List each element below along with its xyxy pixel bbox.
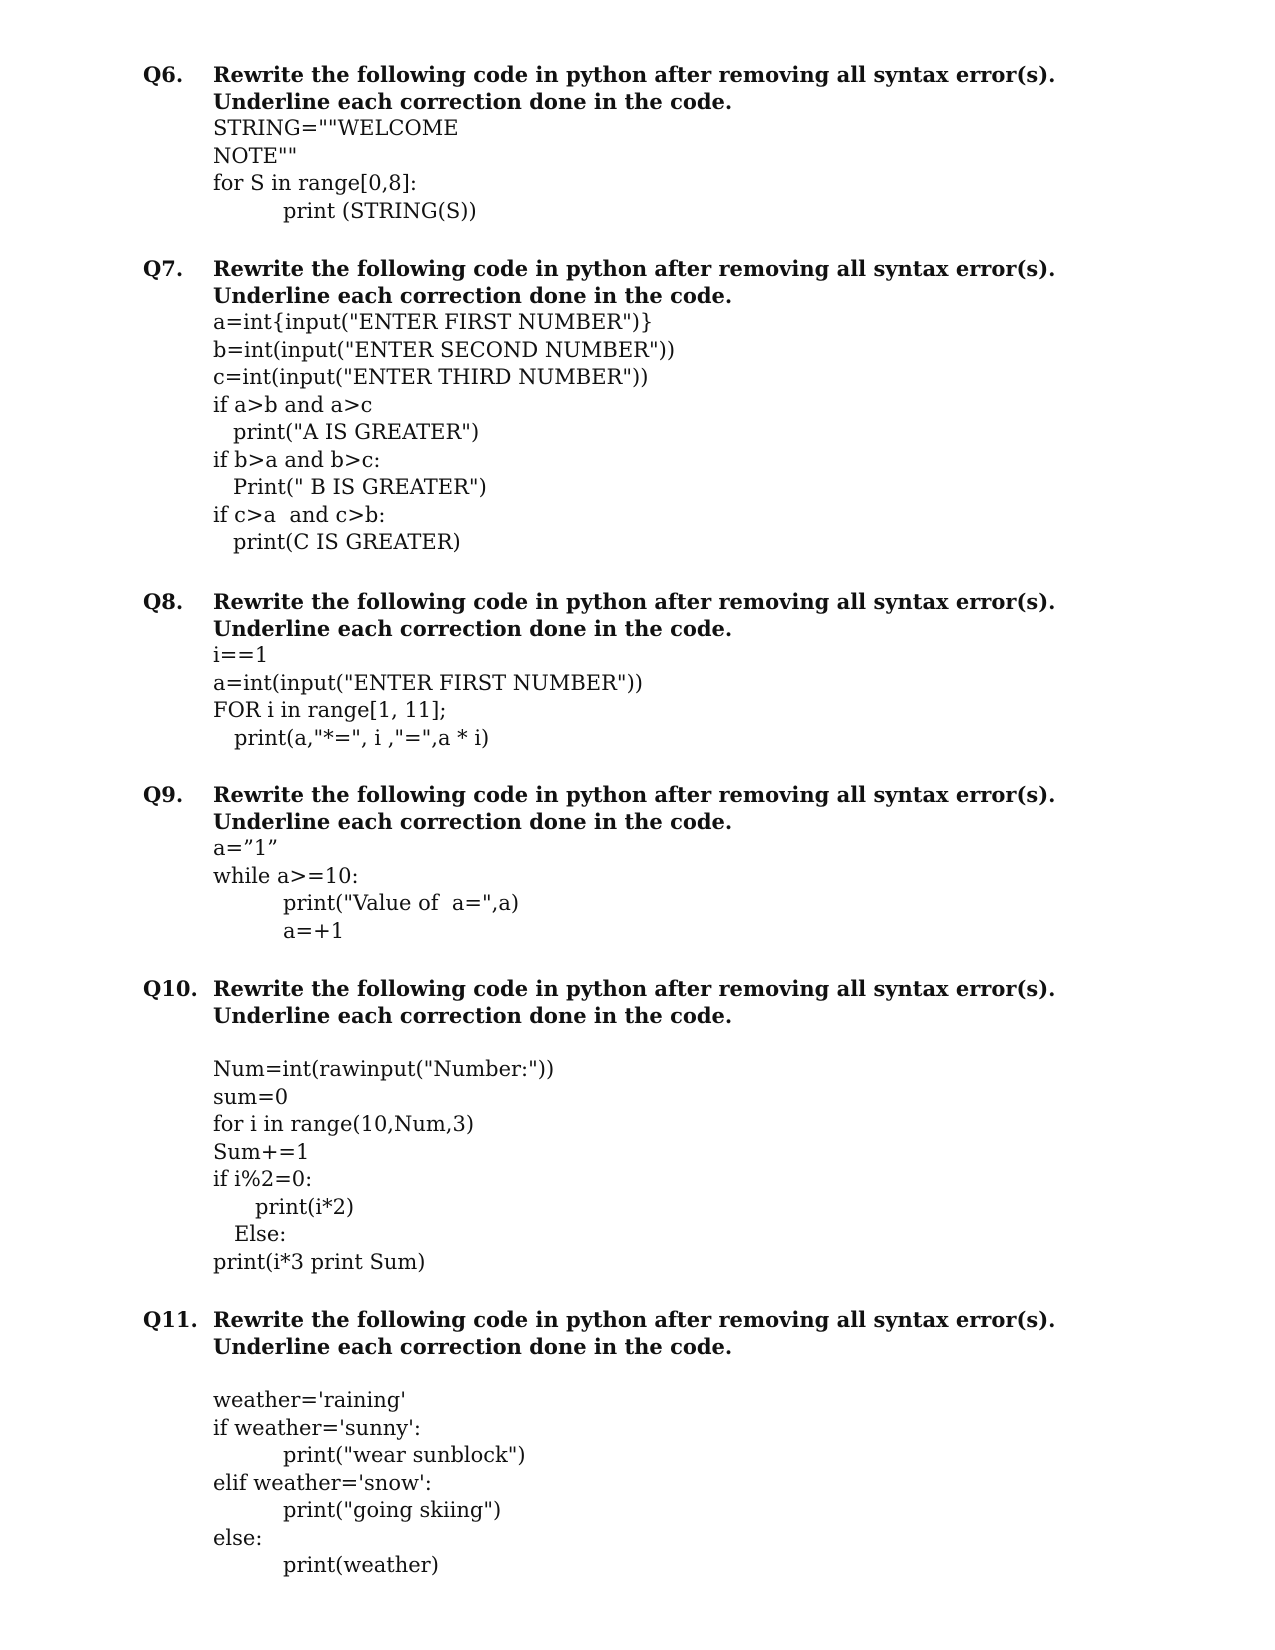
question-instruction: Rewrite the following code in python after removing all syntax error(s). Underline each correction done in the code.	[213, 782, 1056, 834]
code-line: if weather='sunny':	[213, 1415, 421, 1440]
question-body	[213, 61, 1123, 225]
code-line: a=”1”	[213, 836, 278, 860]
code-line: i==1	[213, 643, 269, 667]
question-instruction: Rewrite the following code in python after removing all syntax error(s). Underline each correction done in the code.	[213, 1307, 1056, 1359]
code-line: a=+1	[283, 918, 345, 943]
code-block	[213, 309, 1123, 557]
question-body	[213, 255, 1123, 557]
code-line: else:	[213, 1525, 263, 1550]
code-line: sum=0	[213, 1084, 289, 1109]
question-number: Q10.	[143, 976, 198, 1001]
code-line: FOR i in range[1, 11];	[213, 698, 447, 722]
question-instruction: Rewrite the following code in python after removing all syntax error(s). Underline each correction done in the code.	[213, 589, 1056, 641]
question-body	[213, 1306, 1123, 1580]
code-line: print(i*3 print Sum)	[213, 1249, 426, 1274]
code-line: print(weather)	[283, 1553, 439, 1577]
code-line: Sum+=1	[213, 1139, 310, 1164]
code-block	[213, 835, 1123, 945]
code-line: STRING=""WELCOME	[213, 116, 459, 140]
code-line: print("going skiing")	[283, 1498, 502, 1522]
code-line: print("Value of a=",a)	[283, 891, 520, 915]
code-block	[213, 642, 1123, 752]
code-line: if i%2=0:	[213, 1167, 313, 1191]
code-block	[213, 1029, 1123, 1276]
question-number: Q6.	[143, 62, 184, 87]
code-line: if a>b and a>c	[213, 392, 373, 417]
code-line: if c>a and c>b:	[213, 502, 386, 527]
code-line: Else:	[234, 1222, 287, 1246]
code-line: Num=int(rawinput("Number:"))	[213, 1057, 555, 1081]
code-line: elif weather='snow':	[213, 1470, 432, 1495]
question-number: Q9.	[143, 782, 184, 807]
code-line: print(C IS GREATER)	[233, 530, 461, 554]
question-body	[213, 781, 1123, 945]
code-line: print("wear sunblock")	[283, 1443, 526, 1467]
question-number: Q7.	[143, 256, 184, 281]
code-line: b=int(input("ENTER SECOND NUMBER"))	[213, 337, 676, 362]
code-line: print("A IS GREATER")	[233, 420, 480, 444]
code-line: a=int{input("ENTER FIRST NUMBER")}	[213, 310, 654, 334]
question-body	[213, 588, 1123, 752]
question-instruction: Rewrite the following code in python after removing all syntax error(s). Underline each correction done in the code.	[213, 256, 1056, 308]
question-instruction: Rewrite the following code in python after removing all syntax error(s). Underline each correction done in the code.	[213, 976, 1056, 1028]
code-line: Print(" B IS GREATER")	[233, 475, 487, 499]
blank-line	[213, 1360, 1123, 1387]
blank-line	[213, 1029, 1123, 1056]
code-block	[213, 1360, 1123, 1580]
code-block	[213, 115, 1123, 225]
code-line: c=int(input("ENTER THIRD NUMBER"))	[213, 365, 649, 389]
code-line: while a>=10:	[213, 863, 359, 888]
code-line: print(i*2)	[255, 1194, 355, 1219]
code-line: print (STRING(S))	[283, 198, 477, 223]
code-line: if b>a and b>c:	[213, 447, 381, 472]
code-line: print(a,"*=", i ,"=",a * i)	[234, 725, 490, 750]
code-line: for S in range[0,8]:	[213, 171, 417, 195]
question-instruction: Rewrite the following code in python after removing all syntax error(s). Underline each correction done in the code.	[213, 62, 1056, 114]
code-line: for i in range(10,Num,3)	[213, 1112, 475, 1136]
code-line: a=int(input("ENTER FIRST NUMBER"))	[213, 670, 643, 695]
question-body	[213, 975, 1123, 1276]
question-number: Q8.	[143, 589, 184, 614]
question-number: Q11.	[143, 1307, 198, 1332]
code-line: NOTE""	[213, 143, 298, 168]
code-line: weather='raining'	[213, 1388, 406, 1412]
